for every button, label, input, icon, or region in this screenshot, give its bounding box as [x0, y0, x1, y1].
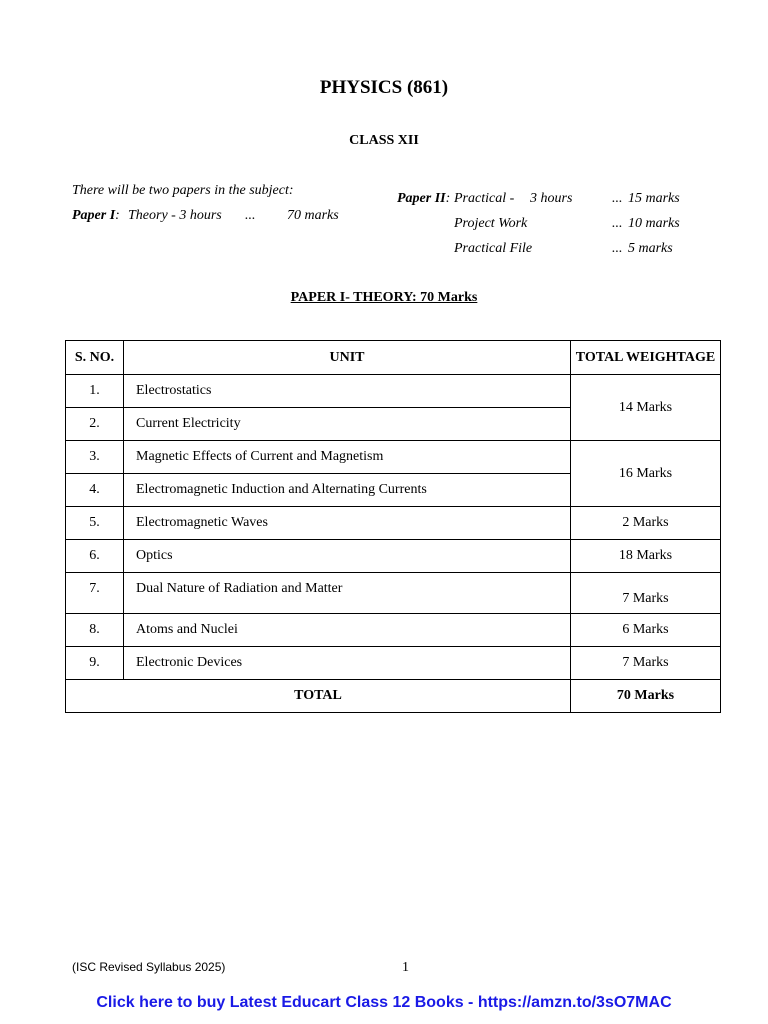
paper2-label: Paper II: [397, 191, 446, 206]
paper2-practical-marks: 15 marks: [628, 191, 680, 206]
row-weightage: 7 Marks: [571, 573, 721, 614]
paper2-file-dots: ...: [612, 241, 623, 256]
row-sno: 5.: [66, 507, 124, 540]
paper1-colon: :: [115, 208, 120, 223]
paper1-line: [72, 208, 120, 224]
row-sno: 1.: [66, 375, 124, 408]
row-weightage: 2 Marks: [571, 507, 721, 540]
page-number: 1: [402, 960, 409, 975]
section-title: PAPER I- THEORY: 70 Marks: [290, 290, 478, 305]
footer-note: (ISC Revised Syllabus 2025): [72, 960, 226, 974]
paper2-colon: :: [445, 191, 451, 206]
row-unit: Electronic Devices: [124, 647, 571, 680]
total-label: TOTAL: [66, 680, 571, 713]
paper2-item-practical: Practical -: [454, 191, 515, 206]
row-unit: Atoms and Nuclei: [124, 614, 571, 647]
row-sno: 9.: [66, 647, 124, 680]
row-unit: Dual Nature of Radiation and Matter: [124, 573, 571, 614]
total-value: 70 Marks: [571, 680, 721, 713]
row-weightage: 7 Marks: [571, 647, 721, 680]
table-row: [66, 507, 721, 540]
table-row: [66, 375, 721, 408]
row-sno: 6.: [66, 540, 124, 573]
row-unit: Electrostatics: [124, 375, 571, 408]
table-row: [66, 441, 721, 474]
row-weightage: 16 Marks: [571, 441, 721, 507]
header-weightage: TOTAL WEIGHTAGE: [571, 341, 721, 375]
paper2-practical-dots: ...: [612, 191, 623, 206]
row-sno: 3.: [66, 441, 124, 474]
row-weightage: 18 Marks: [571, 540, 721, 573]
page-title: PHYSICS (861): [319, 77, 449, 98]
paper1-marks: 70 marks: [287, 208, 339, 223]
row-sno: 7.: [66, 573, 124, 614]
papers-intro: There will be two papers in the subject:: [72, 183, 294, 198]
row-unit: Electromagnetic Induction and Alternating Currents: [124, 474, 571, 507]
table-row: [66, 540, 721, 573]
row-unit: Current Electricity: [124, 408, 571, 441]
class-subtitle: CLASS XII: [349, 133, 419, 148]
table-header-row: [66, 341, 721, 375]
row-unit: Optics: [124, 540, 571, 573]
paper2-practical-duration: 3 hours: [530, 191, 573, 206]
paper2-line: [397, 191, 450, 207]
row-sno: 8.: [66, 614, 124, 647]
paper2-project-marks: 10 marks: [628, 216, 680, 231]
table-row: [66, 647, 721, 680]
paper2-item-file: Practical File: [454, 241, 533, 256]
promo-link[interactable]: Click here to buy Latest Educart Class 12 Books - https://amzn.to/3sO7MAC: [96, 994, 672, 1011]
row-unit: Magnetic Effects of Current and Magnetism: [124, 441, 571, 474]
header-sno: S. NO.: [66, 341, 124, 375]
row-weightage: 6 Marks: [571, 614, 721, 647]
paper1-label: Paper I: [72, 208, 116, 223]
table-row: [66, 573, 721, 614]
header-unit: UNIT: [124, 341, 571, 375]
table-row: [66, 614, 721, 647]
units-table: [65, 340, 721, 713]
table-total-row: [66, 680, 721, 713]
paper2-item-project: Project Work: [454, 216, 528, 231]
row-unit: Electromagnetic Waves: [124, 507, 571, 540]
row-sno: 2.: [66, 408, 124, 441]
paper2-project-dots: ...: [612, 216, 623, 231]
row-sno: 4.: [66, 474, 124, 507]
paper1-type: Theory - 3 hours: [128, 208, 222, 223]
row-weightage: 14 Marks: [571, 375, 721, 441]
paper2-file-marks: 5 marks: [628, 241, 673, 256]
paper1-dots: ...: [245, 208, 256, 223]
